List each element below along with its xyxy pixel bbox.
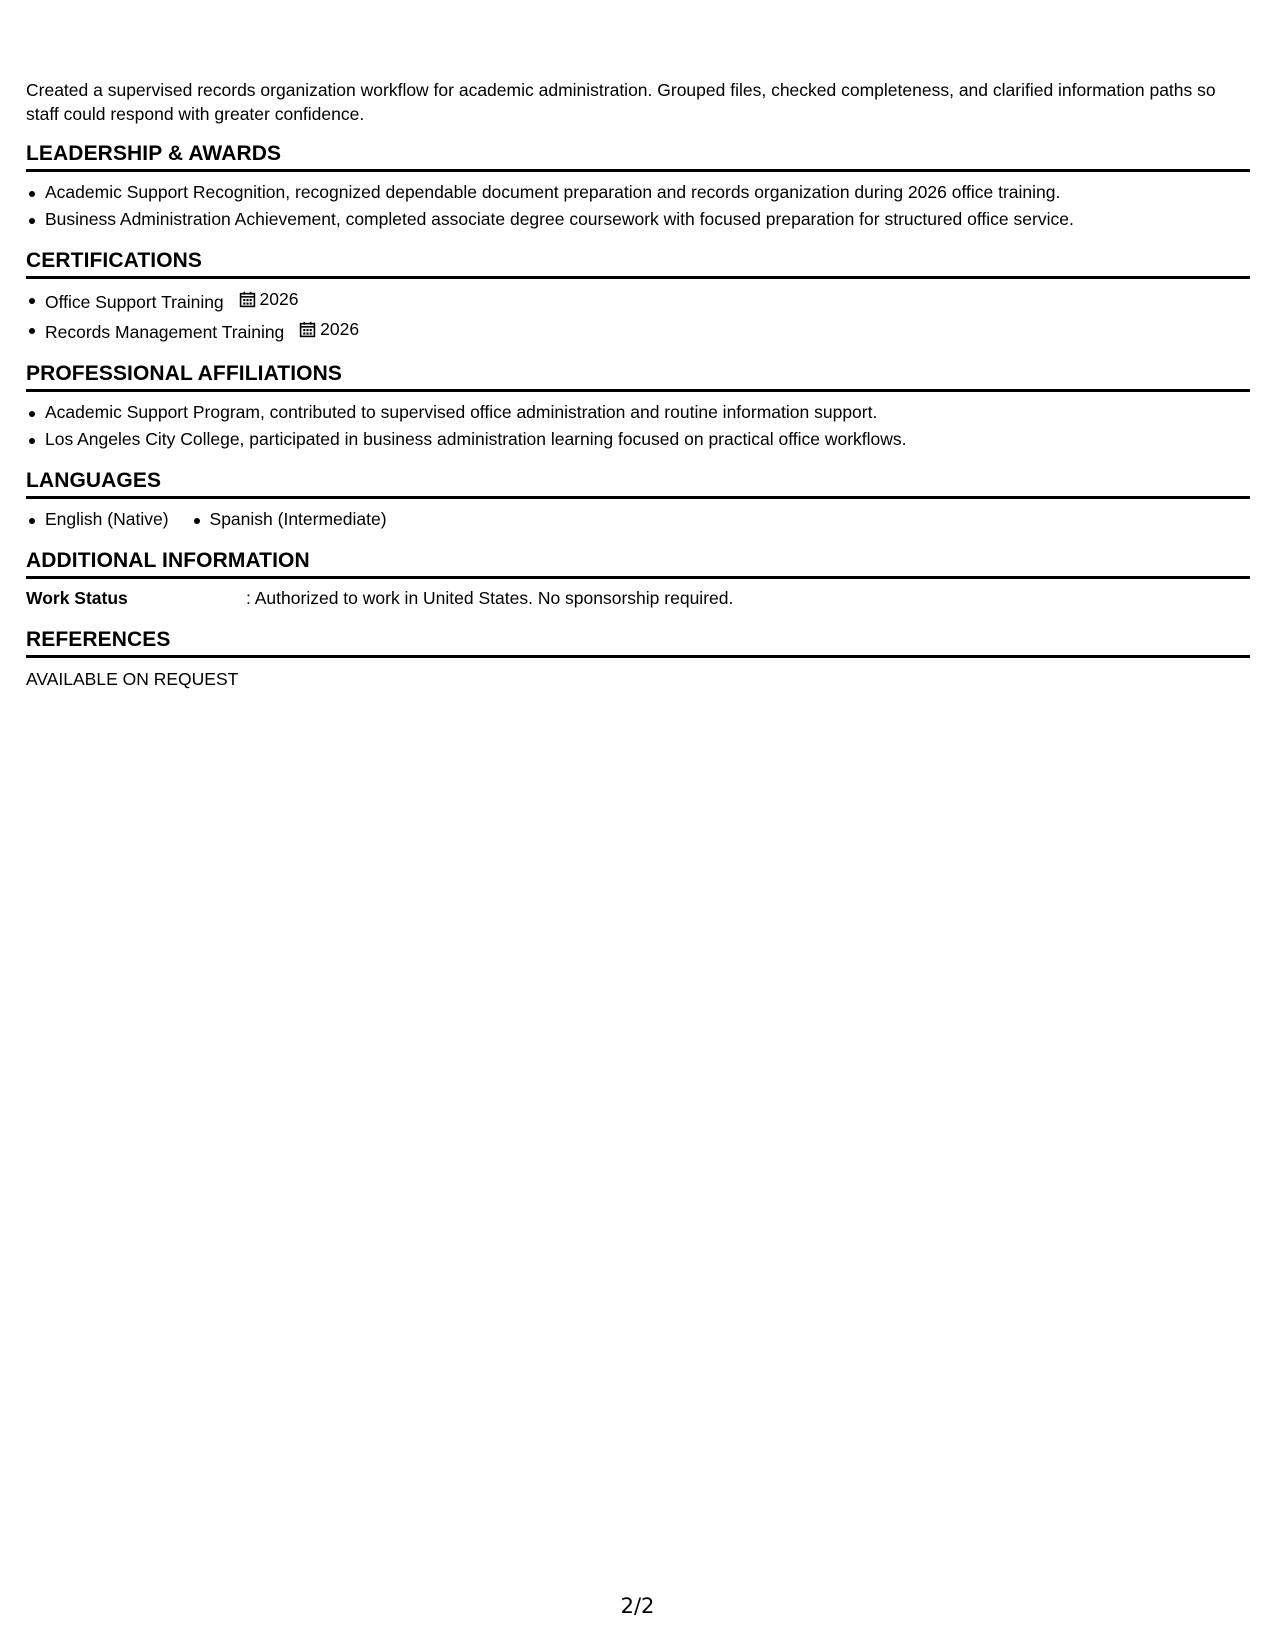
work-status-value: : Authorized to work in United States. No sponsorship required. — [246, 588, 734, 608]
page-number: 2/2 — [620, 1594, 655, 1618]
leadership-list — [26, 179, 1250, 233]
work-status-label: Work Status — [26, 588, 128, 608]
language-item: Spanish (Intermediate) — [191, 506, 387, 533]
list-item — [26, 286, 1250, 316]
list-item — [26, 316, 1250, 346]
intro-paragraph: Created a supervised records organization workflow for academic administration. Grouped files, checked completeness, and clarified information paths so staff could respond with greater confidence. — [26, 80, 1216, 124]
additional-info-section — [26, 549, 1250, 612]
affiliations-list — [26, 399, 1250, 453]
list-item: Business Administration Achievement, completed associate degree coursework with focused preparation for structured office service. — [26, 206, 1250, 233]
languages-list — [26, 506, 1250, 533]
language-item: English (Native) — [26, 506, 169, 533]
section-title-references: REFERENCES — [26, 628, 1250, 658]
section-title-leadership: LEADERSHIP & AWARDS — [26, 142, 1250, 172]
certification-name: Records Management Training — [45, 322, 285, 342]
calendar-icon — [239, 291, 256, 308]
certification-date — [299, 316, 359, 343]
certification-name: Office Support Training — [45, 292, 224, 312]
list-item: Los Angeles City College, participated in business administration learning focused on practical office workflows. — [26, 426, 1250, 453]
leadership-section — [26, 142, 1250, 233]
list-item: Academic Support Program, contributed to supervised office administration and routine information support. — [26, 399, 1250, 426]
certification-year: 2026 — [259, 289, 299, 309]
list-item: Academic Support Recognition, recognized dependable document preparation and records organization during 2026 office training. — [26, 179, 1250, 206]
certification-year: 2026 — [320, 319, 360, 339]
section-title-languages: LANGUAGES — [26, 469, 1250, 499]
section-title-certifications: CERTIFICATIONS — [26, 249, 1250, 279]
references-text: AVAILABLE ON REQUEST — [26, 669, 239, 689]
section-title-affiliations: PROFESSIONAL AFFILIATIONS — [26, 362, 1250, 392]
affiliations-section — [26, 362, 1250, 453]
calendar-icon — [299, 321, 316, 338]
references-section — [26, 628, 1250, 693]
work-status-row — [26, 585, 1250, 612]
certification-date — [239, 286, 299, 313]
resume-page — [26, 78, 1250, 693]
languages-section — [26, 469, 1250, 533]
certifications-section — [26, 249, 1250, 346]
certifications-list — [26, 286, 1250, 346]
section-title-additional-info: ADDITIONAL INFORMATION — [26, 549, 1250, 579]
